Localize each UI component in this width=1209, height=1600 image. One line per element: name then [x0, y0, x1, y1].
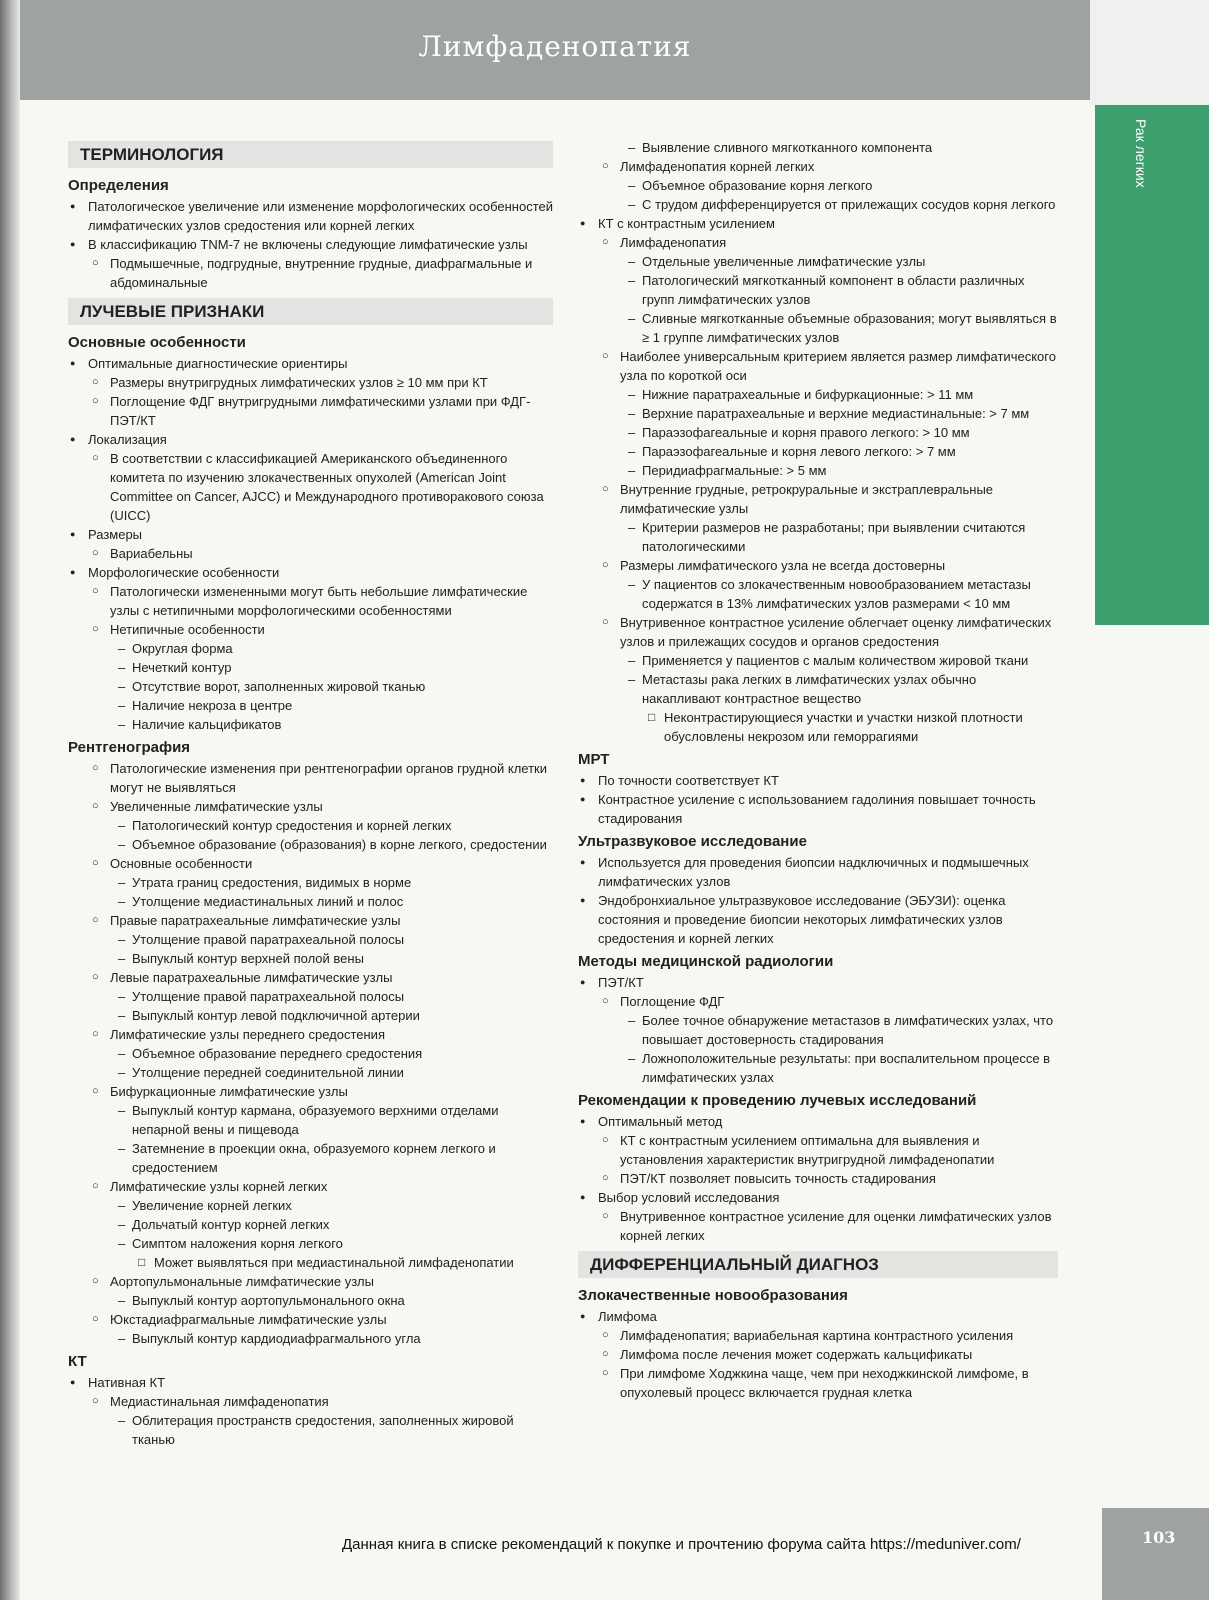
subheading: Ультразвуковое исследование	[578, 833, 807, 850]
sub-bullet-item: ○ Наиболее универсальным критерием является размер лимфатического узла по короткой оси	[578, 347, 1058, 385]
subheading: Рентгенография	[68, 739, 191, 756]
bullet-item: ● Используется для проведения биопсии надключичных и подмышечных лимфатических узлов	[578, 853, 1058, 891]
left-column	[68, 135, 553, 1449]
bullet-item: ● Выбор условий исследования	[578, 1188, 1058, 1207]
bullet-item: ● Лимфома	[578, 1307, 1058, 1326]
sub-bullet-item: ○ Лимфатические узлы переднего средостения	[68, 1025, 553, 1044]
sub-bullet-item: ○ Внутренние грудные, ретрокруральные и экстраплевральные лимфатические узлы	[578, 480, 1058, 518]
sub-bullet-item: ○ Увеличенные лимфатические узлы	[68, 797, 553, 816]
side-tab	[1095, 105, 1209, 625]
box-item: □ Может выявляться при медиастинальной лимфаденопатии	[68, 1253, 553, 1272]
dash-item: – Увеличение корней легких	[68, 1196, 553, 1215]
sub-bullet-item: ○ Лимфома после лечения может содержать кальцификаты	[578, 1345, 1058, 1364]
dash-item: – С трудом дифференцируется от прилежащих сосудов корня легкого	[578, 195, 1058, 214]
dash-item: – Наличие некроза в центре	[68, 696, 553, 715]
dash-item: – Параэзофагеальные и корня правого легкого: > 10 мм	[578, 423, 1058, 442]
sub-bullet-item: ○ ПЭТ/КТ позволяет повысить точность стадирования	[578, 1169, 1058, 1188]
bullet-item: ● Оптимальные диагностические ориентиры	[68, 354, 553, 373]
sub-bullet-item: ○ Лимфаденопатия	[578, 233, 1058, 252]
sub-bullet-item: ○ Аортопульмональные лимфатические узлы	[68, 1272, 553, 1291]
tab-top-spacer	[1090, 0, 1209, 105]
sub-bullet-item: ○ Лимфаденопатия; вариабельная картина контрастного усиления	[578, 1326, 1058, 1345]
dash-item: – Выпуклый контур аортопульмонального окна	[68, 1291, 553, 1310]
bullet-item: ● Локализация	[68, 430, 553, 449]
dash-item: – Затемнение в проекции окна, образуемого корнем легкого и средостением	[68, 1139, 553, 1177]
dash-item: – Утолщение передней соединительной линии	[68, 1063, 553, 1082]
bullet-item: ● Эндобронхиальное ультразвуковое исследование (ЭБУЗИ): оценка состояния и проведение биопсии некоторых лимфатических узлов средостения и корней легких	[578, 891, 1058, 948]
sub-bullet-item: ○ Левые паратрахеальные лимфатические узлы	[68, 968, 553, 987]
bullet-item: ● Размеры	[68, 525, 553, 544]
dash-item: – Дольчатый контур корней легких	[68, 1215, 553, 1234]
dash-item: – Выпуклый контур кардиодиафрагмального угла	[68, 1329, 553, 1348]
dash-item: – Выпуклый контур верхней полой вены	[68, 949, 553, 968]
dash-item: – Объемное образование корня легкого	[578, 176, 1058, 195]
sub-bullet-item: ○ Нетипичные особенности	[68, 620, 553, 639]
dash-item: – Критерии размеров не разработаны; при выявлении считаются патологическими	[578, 518, 1058, 556]
bullet-item: ● В классификацию TNM-7 не включены следующие лимфатические узлы	[68, 235, 553, 254]
subheading: Определения	[68, 177, 169, 194]
sub-bullet-item: ○ Основные особенности	[68, 854, 553, 873]
sub-bullet-item: ○ Медиастинальная лимфаденопатия	[68, 1392, 553, 1411]
dash-item: – Метастазы рака легких в лимфатических узлах обычно накапливают контрастное вещество	[578, 670, 1058, 708]
dash-item: – Облитерация пространств средостения, заполненных жировой тканью	[68, 1411, 553, 1449]
sub-bullet-item: ○ КТ с контрастным усилением оптимальна для выявления и установления характеристик внутригрудной лимфаденопатии	[578, 1131, 1058, 1169]
box-item: □ Неконтрастирующиеся участки и участки низкой плотности обусловлены некрозом или геморрагиями	[578, 708, 1058, 746]
chapter-header	[20, 0, 1090, 100]
sub-bullet-item: ○ Размеры лимфатического узла не всегда достоверны	[578, 556, 1058, 575]
subheading: МРТ	[578, 751, 610, 768]
subheading: Злокачественные новообразования	[578, 1287, 848, 1304]
sub-bullet-item: ○ Юкстадиафрагмальные лимфатические узлы	[68, 1310, 553, 1329]
bullet-item: ● По точности соответствует КТ	[578, 771, 1058, 790]
dash-item: – Наличие кальцификатов	[68, 715, 553, 734]
dash-item: – Патологический мягкотканный компонент в области различных групп лимфатических узлов	[578, 271, 1058, 309]
dash-item: – Применяется у пациентов с малым количеством жировой ткани	[578, 651, 1058, 670]
subheading: Рекомендации к проведению лучевых исследований	[578, 1092, 977, 1109]
dash-item: – Выпуклый контур левой подключичной артерии	[68, 1006, 553, 1025]
bullet-item: ● ПЭТ/КТ	[578, 973, 1058, 992]
dash-item: – Выпуклый контур кармана, образуемого верхними отделами непарной вены и пищевода	[68, 1101, 553, 1139]
dash-item: – Параэзофагеальные и корня левого легкого: > 7 мм	[578, 442, 1058, 461]
dash-item: – Патологический контур средостения и корней легких	[68, 816, 553, 835]
sub-bullet-item: ○ Вариабельны	[68, 544, 553, 563]
dash-item: – Нечеткий контур	[68, 658, 553, 677]
page-number-box	[1102, 1508, 1209, 1600]
sub-bullet-item: ○ В соответствии с классификацией Американского объединенного комитета по изучению злокачественных опухолей (American Joint Committee on Cancer, AJCC) и Международного противоракового союза (UICC)	[68, 449, 553, 525]
section-heading: ТЕРМИНОЛОГИЯ	[68, 141, 553, 168]
sub-bullet-item: ○ Правые паратрахеальные лимфатические узлы	[68, 911, 553, 930]
subheading: КТ	[68, 1353, 87, 1370]
dash-item: – Объемное образование переднего средостения	[68, 1044, 553, 1063]
sub-bullet-item: ○ Поглощение ФДГ	[578, 992, 1058, 1011]
sub-bullet-item: ○ Размеры внутригрудных лимфатических узлов ≥ 10 мм при КТ	[68, 373, 553, 392]
footer-note: Данная книга в списке рекомендаций к покупке и прочтению форума сайта https://meduniver.com/	[342, 1536, 1021, 1553]
sub-bullet-item: ○ Патологические изменения при рентгенографии органов грудной клетки могут не выявляться	[68, 759, 553, 797]
page-number: 103	[1142, 1528, 1176, 1547]
dash-item: – У пациентов со злокачественным новообразованием метастазы содержатся в 13% лимфатических узлов размерами < 10 мм	[578, 575, 1058, 613]
sub-bullet-item: ○ Поглощение ФДГ внутригрудными лимфатическими узлами при ФДГ-ПЭТ/КТ	[68, 392, 553, 430]
bullet-item: ● Морфологические особенности	[68, 563, 553, 582]
sub-bullet-item: ○ Патологически измененными могут быть небольшие лимфатические узлы с нетипичными морфологическими особенностями	[68, 582, 553, 620]
sub-bullet-item: ○ Внутривенное контрастное усиление облегчает оценку лимфатических узлов и прилежащих сосудов и органов средостения	[578, 613, 1058, 651]
subheading: Основные особенности	[68, 334, 246, 351]
sub-bullet-item: ○ Лимфаденопатия корней легких	[578, 157, 1058, 176]
dash-item: – Симптом наложения корня легкого	[68, 1234, 553, 1253]
sub-bullet-item: ○ При лимфоме Ходжкина чаще, чем при неходжкинской лимфоме, в опухолевый процесс включается грудная клетка	[578, 1364, 1058, 1402]
dash-item: – Нижние паратрахеальные и бифуркационные: > 11 мм	[578, 385, 1058, 404]
dash-item: – Объемное образование (образования) в корне легкого, средостении	[68, 835, 553, 854]
dash-item: – Сливные мягкотканные объемные образования; могут выявляться в ≥ 1 группе лимфатических узлов	[578, 309, 1058, 347]
sub-bullet-item: ○ Лимфатические узлы корней легких	[68, 1177, 553, 1196]
dash-item: – Выявление сливного мягкотканного компонента	[578, 138, 1058, 157]
dash-item: – Отсутствие ворот, заполненных жировой тканью	[68, 677, 553, 696]
dash-item: – Утрата границ средостения, видимых в норме	[68, 873, 553, 892]
bullet-item: ● КТ с контрастным усилением	[578, 214, 1058, 233]
section-heading: ЛУЧЕВЫЕ ПРИЗНАКИ	[68, 298, 553, 325]
bullet-item: ● Оптимальный метод	[578, 1112, 1058, 1131]
sub-bullet-item: ○ Бифуркационные лимфатические узлы	[68, 1082, 553, 1101]
sub-bullet-item: ○ Подмышечные, подгрудные, внутренние грудные, диафрагмальные и абдоминальные	[68, 254, 553, 292]
dash-item: – Утолщение правой паратрахеальной полосы	[68, 930, 553, 949]
bullet-item: ● Нативная КТ	[68, 1373, 553, 1392]
dash-item: – Перидиафрагмальные: > 5 мм	[578, 461, 1058, 480]
subheading: Методы медицинской радиологии	[578, 953, 834, 970]
dash-item: – Округлая форма	[68, 639, 553, 658]
chapter-title: Лимфаденопатия	[418, 30, 692, 63]
bullet-item: ● Контрастное усиление с использованием гадолиния повышает точность стадирования	[578, 790, 1058, 828]
sub-bullet-item: ○ Внутривенное контрастное усиление для оценки лимфатических узлов корней легких	[578, 1207, 1058, 1245]
dash-item: – Отдельные увеличенные лимфатические узлы	[578, 252, 1058, 271]
side-tab-label: Рак легких	[1133, 119, 1149, 188]
bullet-item: ● Патологическое увеличение или изменение морфологических особенностей лимфатических узлов средостения или корней легких	[68, 197, 553, 235]
section-heading: ДИФФЕРЕНЦИАЛЬНЫЙ ДИАГНОЗ	[578, 1251, 1058, 1278]
dash-item: – Утолщение медиастинальных линий и полос	[68, 892, 553, 911]
dash-item: – Верхние паратрахеальные и верхние медиастинальные: > 7 мм	[578, 404, 1058, 423]
dash-item: – Утолщение правой паратрахеальной полосы	[68, 987, 553, 1006]
dash-item: – Ложноположительные результаты: при воспалительном процессе в лимфатических узлах	[578, 1049, 1058, 1087]
dash-item: – Более точное обнаружение метастазов в лимфатических узлах, что повышает достоверность стадирования	[578, 1011, 1058, 1049]
page-gutter-shadow	[0, 0, 20, 1600]
right-column	[578, 138, 1058, 1402]
